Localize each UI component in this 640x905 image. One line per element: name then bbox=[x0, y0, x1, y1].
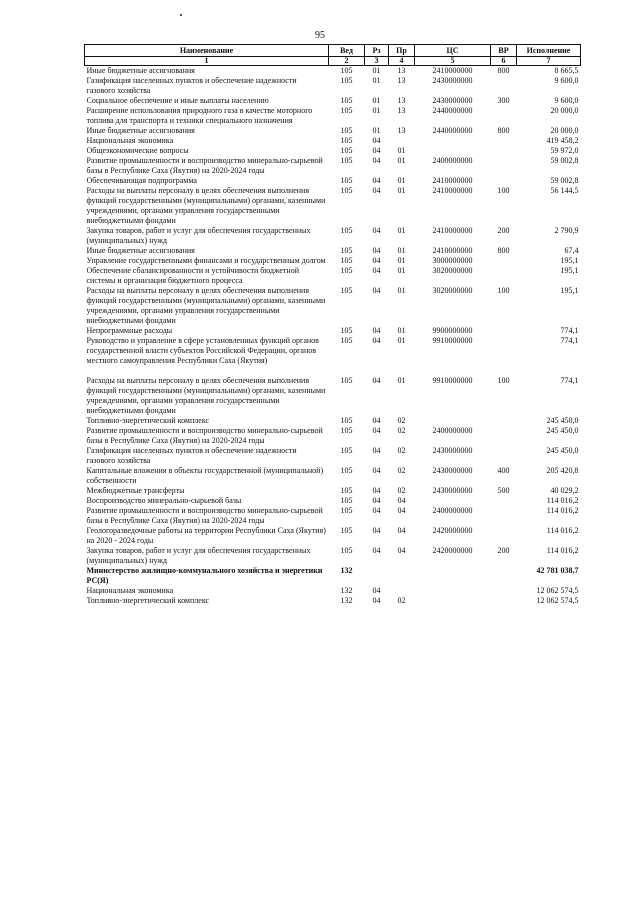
header-number: 5 bbox=[415, 57, 491, 66]
row-name: Межбюджетные трансферты bbox=[86, 486, 185, 495]
row-rz: 04 bbox=[372, 506, 381, 515]
row-rz: 04 bbox=[372, 256, 381, 265]
row-ved: 105 bbox=[340, 256, 353, 265]
row-name: Геологоразведочные работы на территории Республики Саха (Якутия) на 2020 - 2024 годы bbox=[86, 526, 326, 545]
header-ved: Вед bbox=[329, 45, 365, 57]
table-row bbox=[85, 466, 581, 486]
header-rz: Рз bbox=[365, 45, 389, 57]
row-rz: 04 bbox=[372, 546, 381, 555]
row-name: Обеспечение сбалансированности и устойчивости бюджетной системы и организация бюджетного процесса bbox=[86, 266, 299, 285]
row-pr bbox=[389, 566, 415, 586]
row-name: Топливно-энергетический комплекс bbox=[86, 596, 210, 605]
row-ved: 105 bbox=[340, 496, 353, 505]
row-ved: 105 bbox=[340, 326, 353, 335]
row-vr bbox=[491, 446, 517, 466]
table-row bbox=[85, 546, 581, 566]
row-pr: 01 bbox=[397, 266, 406, 275]
row-ved: 105 bbox=[340, 526, 353, 535]
scan-speck bbox=[180, 14, 182, 16]
row-ved: 105 bbox=[340, 186, 353, 195]
row-rz: 04 bbox=[372, 526, 381, 535]
row-rz: 04 bbox=[372, 586, 381, 595]
row-vr bbox=[491, 156, 517, 176]
row-vr bbox=[491, 136, 517, 146]
row-name: Закупка товаров, работ и услуг для обеспечения государственных (муниципальных) нужд bbox=[86, 226, 311, 245]
row-vr bbox=[491, 176, 517, 186]
row-cs: 2410000000 bbox=[432, 246, 473, 255]
row-sum: 40 029,2 bbox=[550, 486, 579, 495]
row-rz: 04 bbox=[372, 136, 381, 145]
row-cs: 3000000000 bbox=[432, 256, 473, 265]
row-vr bbox=[491, 496, 517, 506]
row-cs: 2410000000 bbox=[432, 176, 473, 185]
row-cs bbox=[415, 416, 491, 426]
table-row bbox=[85, 256, 581, 266]
row-vr bbox=[491, 106, 517, 126]
table-row bbox=[85, 186, 581, 226]
row-sum: 9 600,0 bbox=[554, 76, 579, 85]
header-number: 2 bbox=[329, 57, 365, 66]
row-pr: 04 bbox=[397, 526, 406, 535]
row-pr: 01 bbox=[397, 176, 406, 185]
row-ved: 105 bbox=[340, 176, 353, 185]
row-ved: 105 bbox=[340, 506, 353, 515]
row-cs: 2400000000 bbox=[432, 506, 473, 515]
row-vr: 200 bbox=[497, 546, 510, 555]
row-sum: 114 016,2 bbox=[546, 546, 579, 555]
row-sum: 59 002,8 bbox=[550, 156, 579, 165]
row-rz: 04 bbox=[372, 596, 381, 605]
table-row bbox=[85, 96, 581, 106]
row-cs bbox=[415, 566, 491, 586]
table-row bbox=[85, 126, 581, 136]
row-sum: 8 665,5 bbox=[554, 66, 579, 75]
row-ved: 132 bbox=[340, 596, 353, 605]
row-sum: 774,1 bbox=[560, 326, 579, 335]
row-ved: 132 bbox=[340, 586, 353, 595]
row-cs: 9900000000 bbox=[432, 326, 473, 335]
header-vr: ВР bbox=[491, 45, 517, 57]
row-sum: 195,1 bbox=[560, 266, 579, 275]
header-pr: Пр bbox=[389, 45, 415, 57]
row-ved: 105 bbox=[340, 76, 353, 85]
row-rz: 04 bbox=[372, 426, 381, 435]
row-pr: 01 bbox=[397, 246, 406, 255]
row-name: Газификация населенных пунктов и обеспечение надежности газового хозяйства bbox=[86, 76, 297, 95]
row-pr: 01 bbox=[397, 286, 406, 295]
row-vr: 800 bbox=[497, 246, 510, 255]
header-row bbox=[85, 45, 581, 57]
header-number: 4 bbox=[389, 57, 415, 66]
row-cs: 2430000000 bbox=[432, 96, 473, 105]
row-cs: 2420000000 bbox=[432, 546, 473, 555]
row-cs: 2430000000 bbox=[432, 466, 473, 475]
row-pr: 01 bbox=[397, 186, 406, 195]
row-cs: 2400000000 bbox=[432, 426, 473, 435]
row-rz: 01 bbox=[372, 106, 381, 115]
row-name: Газификация населенных пунктов и обеспечение надежности газового хозяйства bbox=[86, 446, 297, 465]
row-rz: 04 bbox=[372, 496, 381, 505]
header-number: 6 bbox=[491, 57, 517, 66]
table-row bbox=[85, 176, 581, 186]
row-name: Развитие промышленности и воспроизводство минерально-сырьевой базы в Республике Саха (Якутия) на 2020-2024 годы bbox=[86, 156, 323, 175]
table-row bbox=[85, 106, 581, 126]
row-cs: 2430000000 bbox=[432, 76, 473, 85]
row-vr: 100 bbox=[497, 186, 510, 195]
row-ved: 105 bbox=[340, 246, 353, 255]
row-name: Социальное обеспечение и иные выплаты населению bbox=[86, 96, 269, 105]
row-sum: 12 062 574,5 bbox=[536, 596, 579, 605]
row-ved: 105 bbox=[340, 466, 353, 475]
table-row bbox=[85, 266, 581, 286]
row-name: Расширение использования природного газа в качестве моторного топлива для транспорта и техники специального назначения bbox=[86, 106, 313, 125]
row-vr: 500 bbox=[497, 486, 510, 495]
row-rz: 04 bbox=[372, 266, 381, 275]
row-sum: 419 458,2 bbox=[546, 136, 579, 145]
row-rz: 04 bbox=[372, 156, 381, 165]
row-pr: 13 bbox=[397, 126, 406, 135]
table-row bbox=[85, 596, 581, 606]
row-ved: 105 bbox=[340, 266, 353, 275]
row-pr: 01 bbox=[397, 376, 406, 385]
row-ved: 105 bbox=[340, 126, 353, 135]
row-rz: 04 bbox=[372, 336, 381, 345]
table-row bbox=[85, 286, 581, 326]
row-name: Руководство и управление в сфере установленных функций органов государственной власти субъектов Российской Федерации, органов местного самоуправления Республики Саха (Якутия) bbox=[86, 336, 319, 365]
row-vr: 200 bbox=[497, 226, 510, 235]
row-ved: 105 bbox=[340, 486, 353, 495]
table-row bbox=[85, 486, 581, 496]
row-name: Воспроизводство минерально-сырьевой базы bbox=[86, 496, 242, 505]
row-cs bbox=[415, 496, 491, 506]
row-name: Общеэкономические вопросы bbox=[86, 146, 189, 155]
row-pr: 02 bbox=[397, 596, 406, 605]
row-name: Топливно-энергетический комплекс bbox=[86, 416, 210, 425]
row-cs bbox=[415, 596, 491, 606]
row-vr bbox=[491, 416, 517, 426]
row-ved: 105 bbox=[340, 546, 353, 555]
row-pr: 04 bbox=[397, 546, 406, 555]
row-pr: 13 bbox=[397, 66, 406, 75]
row-cs: 9910000000 bbox=[432, 336, 473, 345]
row-vr: 800 bbox=[497, 126, 510, 135]
row-name: Расходы на выплаты персоналу в целях обеспечения выполнения функций государственными (муниципальными) органами, казенными учреждениями, органами управления государственными внебюджетными фондами bbox=[86, 286, 326, 325]
row-name: Министерство жилищно-коммунального хозяйства и энергетики РС(Я) bbox=[86, 566, 323, 585]
row-sum: 774,1 bbox=[560, 376, 579, 385]
row-pr: 01 bbox=[397, 326, 406, 335]
row-name: Расходы на выплаты персоналу в целях обеспечения выполнения функций государственными (муниципальными) органами, казенными учреждениями, органами управления государственными внебюджетными фондами bbox=[86, 186, 326, 225]
row-rz: 04 bbox=[372, 376, 381, 385]
row-ved: 105 bbox=[340, 66, 353, 75]
row-ved: 105 bbox=[340, 156, 353, 165]
row-rz: 04 bbox=[372, 176, 381, 185]
table-row bbox=[85, 326, 581, 336]
row-rz: 01 bbox=[372, 66, 381, 75]
row-vr bbox=[491, 256, 517, 266]
row-rz: 04 bbox=[372, 416, 381, 425]
row-pr: 13 bbox=[397, 76, 406, 85]
row-ved: 105 bbox=[340, 286, 353, 295]
table-row bbox=[85, 156, 581, 176]
row-sum: 20 000,0 bbox=[550, 126, 579, 135]
row-cs: 2400000000 bbox=[432, 156, 473, 165]
row-sum: 56 144,5 bbox=[550, 186, 579, 195]
table-row bbox=[85, 146, 581, 156]
budget-table bbox=[84, 44, 581, 606]
header-number: 1 bbox=[85, 57, 329, 66]
row-pr: 13 bbox=[397, 106, 406, 115]
row-cs: 2410000000 bbox=[432, 66, 473, 75]
row-pr bbox=[389, 136, 415, 146]
row-cs bbox=[415, 146, 491, 156]
row-rz: 01 bbox=[372, 96, 381, 105]
row-pr: 02 bbox=[397, 466, 406, 475]
table-row bbox=[85, 496, 581, 506]
row-pr: 01 bbox=[397, 336, 406, 345]
row-sum: 67,4 bbox=[564, 246, 579, 255]
row-vr bbox=[491, 76, 517, 96]
table-row bbox=[85, 366, 581, 416]
row-vr: 100 bbox=[497, 376, 510, 385]
row-pr: 13 bbox=[397, 96, 406, 105]
row-cs: 9910000000 bbox=[432, 376, 473, 385]
row-cs: 3020000000 bbox=[432, 266, 473, 275]
row-name: Развитие промышленности и воспроизводство минерально-сырьевой базы в Республике Саха (Якутия) на 2020-2024 годы bbox=[86, 506, 323, 525]
row-name: Национальная экономика bbox=[86, 586, 174, 595]
row-cs: 3020000000 bbox=[432, 286, 473, 295]
row-sum: 195,1 bbox=[560, 256, 579, 265]
row-vr bbox=[491, 336, 517, 366]
row-name: Иные бюджетные ассигнования bbox=[86, 66, 195, 75]
row-sum: 245 450,0 bbox=[546, 426, 579, 435]
row-rz: 04 bbox=[372, 326, 381, 335]
row-pr: 01 bbox=[397, 146, 406, 155]
table-row bbox=[85, 506, 581, 526]
row-ved: 105 bbox=[340, 376, 353, 385]
row-rz: 04 bbox=[372, 286, 381, 295]
row-pr: 02 bbox=[397, 426, 406, 435]
row-ved: 132 bbox=[340, 566, 353, 575]
row-name: Национальная экономика bbox=[86, 136, 174, 145]
row-cs: 2410000000 bbox=[432, 186, 473, 195]
row-ved: 105 bbox=[340, 416, 353, 425]
table-row bbox=[85, 246, 581, 256]
row-rz: 04 bbox=[372, 146, 381, 155]
header-name: Наименование bbox=[85, 45, 329, 57]
row-sum: 114 016,2 bbox=[546, 526, 579, 535]
row-vr bbox=[491, 506, 517, 526]
row-vr bbox=[491, 146, 517, 156]
row-vr bbox=[491, 326, 517, 336]
row-vr bbox=[491, 586, 517, 596]
row-sum: 114 016,2 bbox=[546, 506, 579, 515]
row-vr bbox=[491, 566, 517, 586]
row-sum: 59 002,8 bbox=[550, 176, 579, 185]
row-ved: 105 bbox=[340, 136, 353, 145]
row-name: Развитие промышленности и воспроизводство минерально-сырьевой базы в Республике Саха (Якутия) на 2020-2024 годы bbox=[86, 426, 323, 445]
row-sum: 114 016,2 bbox=[546, 496, 579, 505]
row-vr bbox=[491, 526, 517, 546]
row-sum: 12 062 574,5 bbox=[536, 586, 579, 595]
row-vr: 100 bbox=[497, 286, 510, 295]
row-cs: 2410000000 bbox=[432, 226, 473, 235]
row-ved: 105 bbox=[340, 226, 353, 235]
row-ved: 105 bbox=[340, 96, 353, 105]
table-row bbox=[85, 336, 581, 366]
row-ved: 105 bbox=[340, 336, 353, 345]
row-rz: 01 bbox=[372, 76, 381, 85]
row-cs: 2420000000 bbox=[432, 526, 473, 535]
table-row bbox=[85, 586, 581, 596]
row-vr bbox=[491, 596, 517, 606]
row-rz: 01 bbox=[372, 126, 381, 135]
table-row bbox=[85, 416, 581, 426]
header-cs: ЦС bbox=[415, 45, 491, 57]
row-ved: 105 bbox=[340, 106, 353, 115]
row-name: Иные бюджетные ассигнования bbox=[86, 246, 195, 255]
row-cs: 2430000000 bbox=[432, 486, 473, 495]
row-rz: 04 bbox=[372, 486, 381, 495]
row-pr: 02 bbox=[397, 416, 406, 425]
row-sum: 774,1 bbox=[560, 336, 579, 345]
table-row bbox=[85, 426, 581, 446]
row-rz: 04 bbox=[372, 226, 381, 235]
row-cs bbox=[415, 586, 491, 596]
row-ved: 105 bbox=[340, 446, 353, 455]
table-row bbox=[85, 66, 581, 77]
row-sum: 245 450,0 bbox=[546, 446, 579, 455]
table-row bbox=[85, 136, 581, 146]
row-name: Непрограммные расходы bbox=[86, 326, 173, 335]
row-cs: 2440000000 bbox=[432, 106, 473, 115]
row-vr bbox=[491, 426, 517, 446]
row-vr bbox=[491, 266, 517, 286]
row-pr bbox=[389, 586, 415, 596]
table-body bbox=[85, 66, 581, 607]
row-rz: 04 bbox=[372, 466, 381, 475]
table-row bbox=[85, 446, 581, 466]
row-pr: 04 bbox=[397, 496, 406, 505]
row-pr: 01 bbox=[397, 156, 406, 165]
row-rz bbox=[365, 566, 389, 586]
row-vr: 300 bbox=[497, 96, 510, 105]
table-row bbox=[85, 226, 581, 246]
page-number: 95 bbox=[315, 30, 325, 41]
row-pr: 01 bbox=[397, 226, 406, 235]
row-pr: 02 bbox=[397, 446, 406, 455]
row-name: Иные бюджетные ассигнования bbox=[86, 126, 195, 135]
row-sum: 42 781 038,7 bbox=[536, 566, 579, 575]
table-row bbox=[85, 76, 581, 96]
row-rz: 04 bbox=[372, 446, 381, 455]
row-name: Обеспечивающая подпрограмма bbox=[86, 176, 197, 185]
row-name: Управление государственными финансами и государственным долгом bbox=[86, 256, 326, 265]
header-number: 7 bbox=[517, 57, 581, 66]
table-row bbox=[85, 526, 581, 546]
row-name: Расходы на выплаты персоналу в целях обеспечения выполнения функций государственными (муниципальными) органами, казенными учреждениями, органами управления государственными внебюджетными фондами bbox=[86, 376, 326, 415]
row-pr: 01 bbox=[397, 256, 406, 265]
row-sum: 205 420,8 bbox=[546, 466, 579, 475]
header-number: 3 bbox=[365, 57, 389, 66]
row-ved: 105 bbox=[340, 426, 353, 435]
header-number-row bbox=[85, 57, 581, 66]
row-sum: 195,1 bbox=[560, 286, 579, 295]
row-name: Закупка товаров, работ и услуг для обеспечения государственных (муниципальных) нужд bbox=[86, 546, 311, 565]
row-pr: 04 bbox=[397, 506, 406, 515]
row-ved: 105 bbox=[340, 146, 353, 155]
table-row bbox=[85, 566, 581, 586]
row-sum: 9 600,0 bbox=[554, 96, 579, 105]
row-vr: 800 bbox=[497, 66, 510, 75]
row-sum: 59 972,0 bbox=[550, 146, 579, 155]
row-cs: 2440000000 bbox=[432, 126, 473, 135]
row-name: Капитальные вложения в объекты государственной (муниципальной) собственности bbox=[86, 466, 324, 485]
row-cs bbox=[415, 136, 491, 146]
row-sum: 20 000,0 bbox=[550, 106, 579, 115]
row-sum: 2 790,9 bbox=[554, 226, 579, 235]
row-vr: 400 bbox=[497, 466, 510, 475]
row-rz: 04 bbox=[372, 246, 381, 255]
row-sum: 245 450,0 bbox=[546, 416, 579, 425]
row-pr: 02 bbox=[397, 486, 406, 495]
row-cs: 2430000000 bbox=[432, 446, 473, 455]
row-rz: 04 bbox=[372, 186, 381, 195]
header-sum: Исполнение bbox=[517, 45, 581, 57]
